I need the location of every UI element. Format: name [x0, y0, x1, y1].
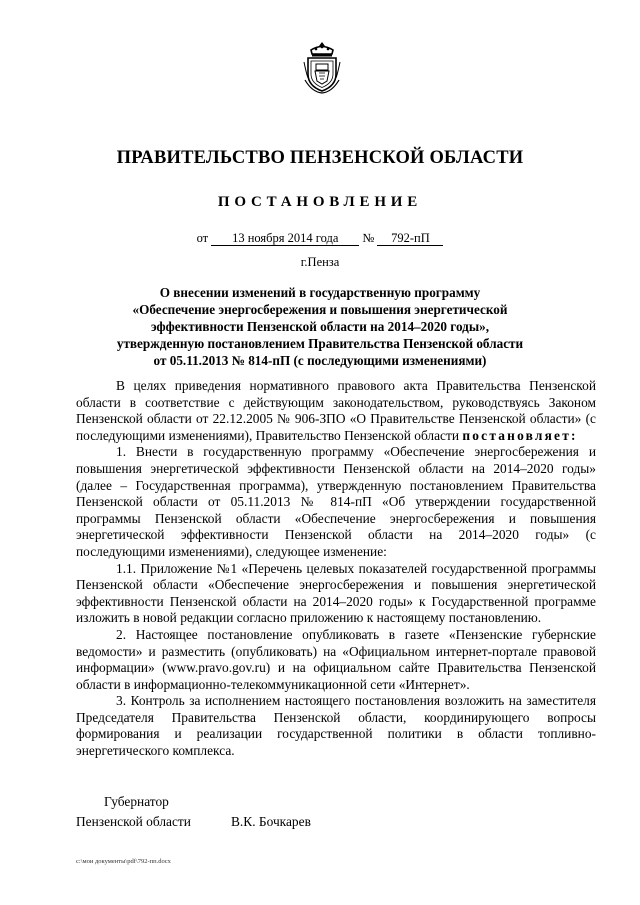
document-city: г.Пенза	[300, 255, 340, 269]
decree-word: постановляет:	[462, 427, 578, 443]
paragraph-2: 2. Настоящее постановление опубликовать в газете «Пензенские губернские ведомости» и разместить (опубликовать) на «Официальном интернет-портале правовой информации» (www.pravo.gov.ru) и на официальном сайте Правительства Пензенской области в информационно-телекоммуникационной сети «Интернет».	[76, 626, 596, 692]
document-heading	[0, 284, 640, 369]
date-prefix: от	[196, 231, 209, 245]
signature-title-1: Губернатор	[104, 794, 169, 809]
file-path-footer: c:\мои документы\pdf\792-пп.docx	[76, 858, 171, 865]
signature-block	[76, 792, 311, 832]
heading-line: О внесении изменений в государственную программу	[159, 285, 481, 300]
signature-name: В.К. Бочкарев	[231, 814, 311, 829]
heading-line: «Обеспечение энергосбережения и повышения энергетической	[132, 302, 508, 317]
paragraph-1: 1. Внести в государственную программу «Обеспечение энергосбережения и повышения энергетической эффективности Пензенской области на 2014–2020 годы» (далее – Государственная программа), утвержденную постановлением Правительства Пензенской области от 05.11.2013 № 814-пП «Об утверждении государственной программы Пензенской области «Обеспечение энергосбережения и повышения энергетической эффективности Пензенской области на 2014–2020 годы» (с последующими изменениями), следующее изменение:	[76, 444, 596, 559]
heading-line: от 05.11.2013 № 814-пП (с последующими изменениями)	[153, 353, 487, 368]
number-sign: №	[362, 231, 375, 245]
preamble-text: В целях приведения нормативного правового акта Правительства Пензенской области в соответствие с действующим законодательством, руководствуясь Законом Пензенской области от 22.12.2005 № 906-ЗПО «О Правительстве Пензенской области» (с последующими изменениями), Правительство Пензенской области	[76, 378, 596, 443]
document-date: 13 ноября 2014 года	[211, 232, 359, 246]
preamble-paragraph	[76, 378, 596, 444]
paragraph-1-1: 1.1. Приложение №1 «Перечень целевых показателей государственной программы Пензенской области «Обеспечение энергосбережения и повышения энергетической эффективности Пензенской области на 2014–2020 годы» к Государственной программе изложить в новой редакции согласно приложению к настоящему постановлению.	[76, 560, 596, 626]
document-body	[76, 378, 596, 760]
signature-title-2: Пензенской области	[76, 814, 191, 829]
document-type: ПОСТАНОВЛЕНИЕ	[217, 194, 423, 210]
document-number: 792-пП	[377, 232, 443, 246]
date-number-line	[0, 231, 640, 246]
heading-line: эффективности Пензенской области на 2014–2020 годы»,	[150, 319, 490, 334]
penza-coat-of-arms-icon	[302, 40, 342, 94]
organization-title: ПРАВИТЕЛЬСТВО ПЕНЗЕНСКОЙ ОБЛАСТИ	[116, 148, 524, 168]
paragraph-3: 3. Контроль за исполнением настоящего постановления возложить на заместителя Председателя Правительства Пензенской области, координирующего вопросы формирования и реализации государственной политики в области топливно-энергетического комплекса.	[76, 693, 596, 759]
heading-line: утвержденную постановлением Правительства Пензенской области	[116, 336, 524, 351]
